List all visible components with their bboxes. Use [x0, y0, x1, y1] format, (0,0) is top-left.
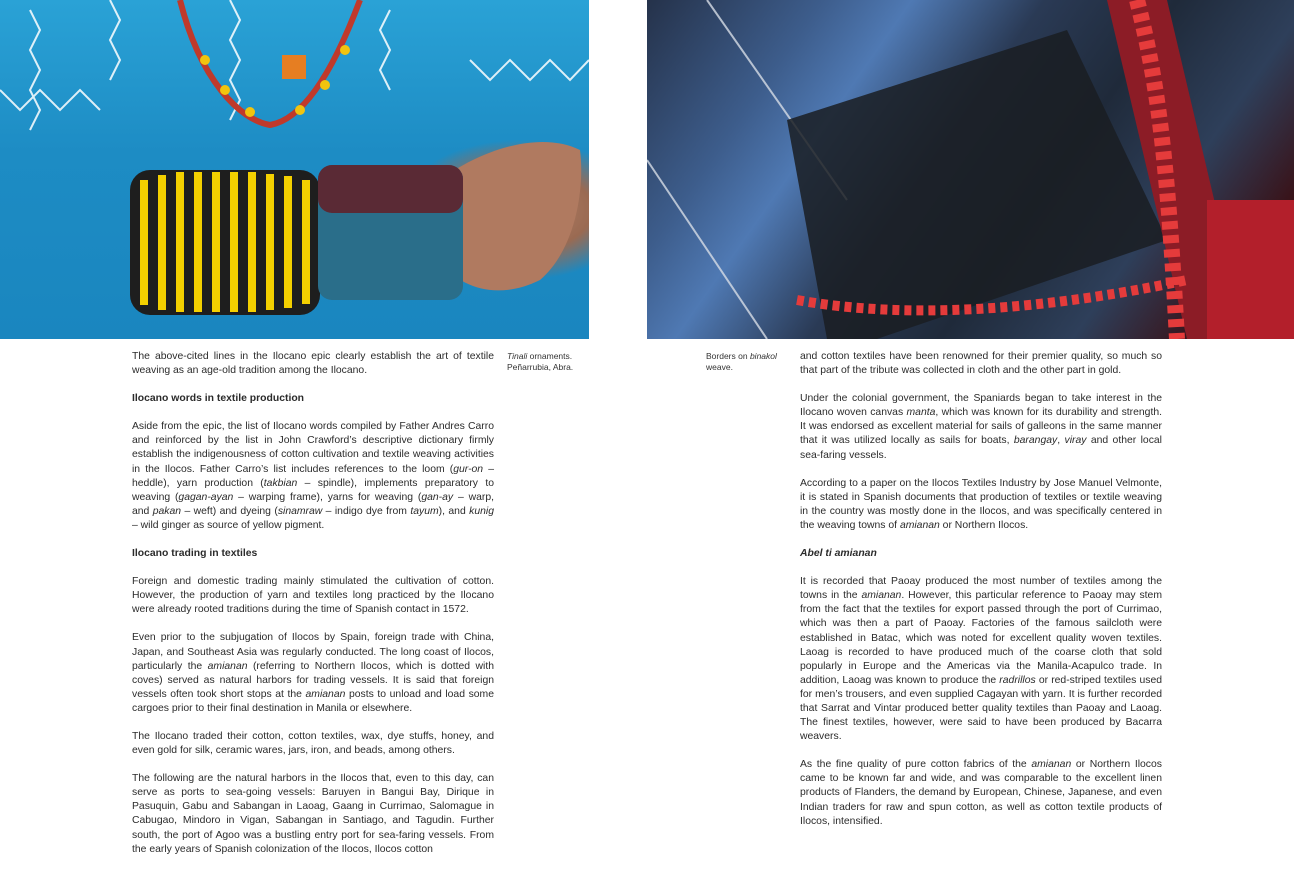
text-run: . However, this particular reference to Paoay may stem from the fact that the textiles for export passed through the port of Currimao, which was then a part of Paoay. Factories of the famous sailcloth were established in Batac, which was noted for excellent quality woven textiles. Laoag is recorded to have produced much of the coarse cloth that sold popularly in Europe and the Americas via the Manila-Acapulco trade. In addition, Laoag was known to produce the — [800, 590, 1162, 686]
right-text-column — [800, 350, 1162, 843]
text-run: – spindle), implements preparatory to weaving ( — [132, 477, 494, 503]
text-run: Ilocano words in textile production — [132, 393, 305, 405]
italic-term: barangay — [1013, 435, 1058, 447]
paragraph — [132, 730, 494, 758]
section-heading — [132, 547, 494, 561]
text-run: or red-striped textiles used for men’s trousers, and even supplied Cagayan with yarn. It is further recorded that Sarrat and Vintar produced better quality textiles than Paoay and Laoag. The finest textiles, however, were said to have been produced by Bacarra weavers. — [800, 674, 1162, 743]
italic-term: pakan — [152, 505, 182, 517]
paragraph — [132, 420, 494, 533]
text-run: Abel ti amianan — [800, 548, 877, 560]
italic-term: radrillos — [999, 674, 1036, 686]
text-run: The following are the natural harbors in the Ilocos that, even to this day, can serve as ports to sea-going vessels: Baruyen in Bangui Bay, Dirique in Pasuquin, Gabu and Sabangan in Laoag, Gaang in Currimao, Salomague in Cabugao, Mindoro in Vigan, Sabangan in Santiago, and Tagudin. Further south, the port of Agoo was a bustling entry port for sea-faring vessels. From the early years of Spanish colonization of the Ilocos, Ilocos cotton — [132, 773, 494, 855]
italic-term: sinamraw — [277, 505, 323, 517]
text-run: Aside from the epic, the list of Ilocano words compiled by Father Andres Carro and reinforced by the list in John Crawford’s descriptive dictionary firmly establish the indigenousness of cotton cultivation and textile weaving activities in the Ilocos. Father Carro’s list includes references to the loom ( — [132, 421, 494, 475]
text-run: As the fine quality of pure cotton fabrics of the — [800, 759, 1032, 771]
paragraph — [132, 631, 494, 716]
text-run: posts to unload and load some cargoes prior to their final destination in Manila or elsewhere. — [132, 688, 494, 714]
paragraph — [800, 758, 1162, 828]
italic-term: viray — [1064, 435, 1087, 447]
text-run: Even prior to the subjugation of Ilocos by Spain, foreign trade with China, Japan, and Southeast Asia was regularly conducted. The long coast of Ilocos, particularly the — [132, 632, 494, 672]
italic-term: kunig — [469, 505, 494, 517]
text-run: According to a paper on the Ilocos Textiles Industry by Jose Manuel Velmonte, it is stated in Spanish documents that production of textiles or textile weaving in the country was mostly done in the Ilocos, and was specifically centered in the weaving towns of — [800, 477, 1162, 531]
section-heading — [800, 547, 1162, 561]
text-run: The above-cited lines in the Ilocano epic clearly establish the art of textile weaving as an age-old tradition among the Ilocano. — [132, 351, 494, 377]
text-run: – indigo dye from — [322, 505, 411, 517]
text-run: ), and — [438, 505, 470, 517]
italic-term: amianan — [861, 590, 902, 602]
caption-left: Tinali ornaments. Peñarrubia, Abra. — [507, 351, 574, 372]
paragraph — [800, 392, 1162, 462]
text-run: and cotton textiles have been renowned for their premier quality, so much so that part of the tribute was collected in cloth and the other part in gold. — [800, 351, 1162, 377]
text-run: – warping frame), yarns for weaving ( — [233, 491, 422, 503]
text-run: It is recorded that Paoay produced the most number of textiles among the towns in the — [800, 576, 1162, 602]
photo-tinali-ornaments — [0, 0, 589, 339]
paragraph — [800, 575, 1162, 744]
photo-binakol-weave — [647, 0, 1294, 339]
left-text-column — [132, 350, 494, 871]
italic-term: takbian — [263, 477, 298, 489]
caption-right: Borders on binakol weave. — [706, 351, 777, 372]
text-run: – heddle), yarn production ( — [132, 463, 494, 489]
paragraph — [800, 477, 1162, 533]
text-run: , which was known for its durability and strength. It was endorsed as excellent material for sails of galleons in the same manner that it was utilized locally as sails for boats, — [800, 407, 1163, 447]
text-run: (referring to Northern Ilocos, which is dotted with coves) served as natural harbors for trading vessels. It is said that foreign vessels often took short stops at the — [132, 660, 494, 700]
italic-term: amianan — [899, 519, 940, 531]
text-run: – wild ginger as source of yellow pigment. — [132, 519, 325, 531]
section-heading — [132, 392, 494, 406]
text-run: Ilocano trading in textiles — [132, 548, 258, 560]
text-run: – warp, and — [132, 491, 494, 517]
italic-term: amianan — [207, 660, 248, 672]
italic-term: gur-on — [453, 463, 484, 475]
text-run: , — [1057, 435, 1065, 447]
italic-term: amianan — [305, 688, 346, 700]
binakol-weave-illustration — [647, 0, 1294, 339]
text-run: Foreign and domestic trading mainly stimulated the cultivation of cotton. However, the production of yarn and textiles long practiced by the Ilocano were already rooted traditions during the time of Spanish contact in 1572. — [132, 576, 494, 616]
text-run: – weft) and dyeing ( — [181, 505, 278, 517]
italic-term: amianan — [1031, 759, 1072, 771]
paragraph — [800, 350, 1162, 378]
paragraph — [132, 350, 494, 378]
italic-term: tayum — [410, 505, 439, 517]
paragraph — [132, 575, 494, 617]
text-run: and other local sea-faring vessels. — [800, 435, 1162, 461]
text-run: The Ilocano traded their cotton, cotton textiles, wax, dye stuffs, honey, and even gold for silk, ceramic wares, jars, iron, and beads, among others. — [132, 730, 494, 757]
text-run: Under the colonial government, the Spaniards began to take interest in the Ilocano woven canvas — [800, 393, 1162, 419]
italic-term: manta — [906, 407, 936, 419]
text-run: or Northern Ilocos came to be known far and wide, and was comparable to the excellent linen products of Flanders, the demand by European, Chinese, Japanese, and even Indian traders for raw and spun cotton, as well as cotton textile products of Ilocos, intensified. — [800, 759, 1162, 827]
tinali-ornaments-illustration — [0, 0, 589, 339]
italic-term: gagan-ayan — [178, 491, 234, 503]
paragraph — [132, 772, 494, 857]
text-run: or Northern Ilocos. — [939, 519, 1029, 531]
italic-term: gan-ay — [421, 491, 454, 503]
